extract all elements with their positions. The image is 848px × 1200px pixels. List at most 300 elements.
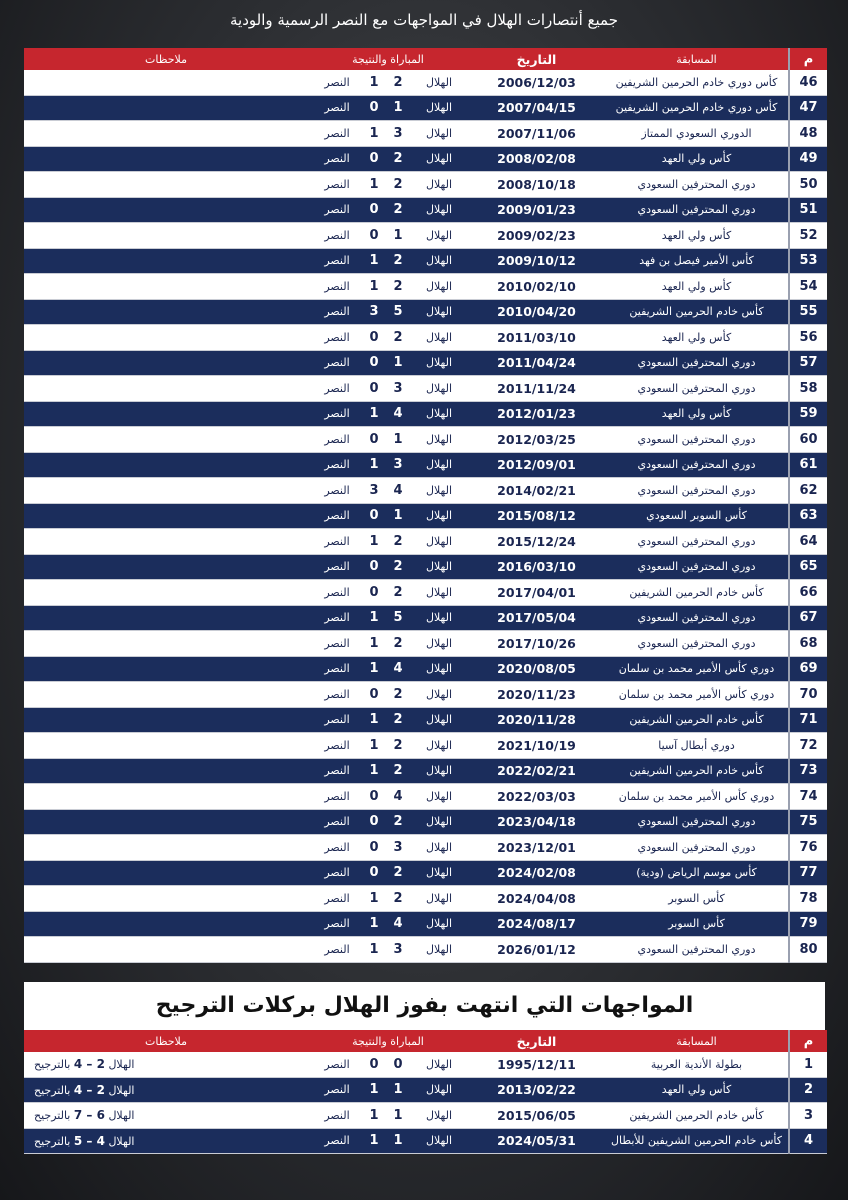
- match-result-cell: [308, 299, 468, 325]
- row-number: 60: [789, 427, 827, 453]
- date-cell: 2021/10/19: [468, 733, 605, 759]
- row-number: 55: [789, 299, 827, 325]
- match-result: [308, 376, 468, 401]
- notes-cell: [24, 1077, 308, 1103]
- table-row: [24, 784, 827, 810]
- away-team: النصر: [324, 356, 350, 370]
- home-team: الهلال: [425, 228, 453, 242]
- home-score: 2: [393, 559, 403, 575]
- row-number: 46: [789, 70, 827, 95]
- away-score: 1: [369, 890, 379, 906]
- row-number: 56: [789, 325, 827, 351]
- home-score: 3: [393, 941, 403, 957]
- home-score: 1: [393, 100, 403, 116]
- notes-cell: [24, 478, 308, 504]
- match-result: [308, 631, 468, 656]
- match-result: [308, 1078, 468, 1103]
- date-cell: 2007/11/06: [468, 121, 605, 147]
- date-cell: 2010/02/10: [468, 274, 605, 300]
- match-result: [308, 555, 468, 580]
- notes-cell: [24, 95, 308, 121]
- penalties-table-body: [24, 1052, 827, 1154]
- table-row: [24, 554, 827, 580]
- match-result: [308, 657, 468, 682]
- date-cell: 2008/10/18: [468, 172, 605, 198]
- table-row: [24, 758, 827, 784]
- match-result: [308, 453, 468, 478]
- competition-cell: كأس ولي العهد: [605, 325, 789, 351]
- competition-cell: دوري المحترفين السعودي: [605, 809, 789, 835]
- notes-cell: [24, 248, 308, 274]
- match-result-cell: [308, 172, 468, 198]
- away-team: النصر: [324, 483, 350, 497]
- date-cell: 2024/05/31: [468, 1128, 605, 1154]
- notes-cell: [24, 937, 308, 963]
- row-number: 74: [789, 784, 827, 810]
- table-row: [24, 580, 827, 606]
- home-score: 3: [393, 457, 403, 473]
- away-score: 0: [369, 559, 379, 575]
- away-score: 0: [369, 355, 379, 371]
- match-result: [308, 1052, 468, 1077]
- row-number: 75: [789, 809, 827, 835]
- match-result-cell: [308, 248, 468, 274]
- table-row: [24, 631, 827, 657]
- match-result-cell: [308, 554, 468, 580]
- note-team: الهلال: [108, 1109, 135, 1123]
- row-number: 73: [789, 758, 827, 784]
- match-result: [308, 121, 468, 146]
- match-result: [308, 682, 468, 707]
- match-result-cell: [308, 580, 468, 606]
- date-cell: 2017/10/26: [468, 631, 605, 657]
- table-row: [24, 350, 827, 376]
- row-number: 71: [789, 707, 827, 733]
- match-result-cell: [308, 452, 468, 478]
- match-result-cell: [308, 529, 468, 555]
- home-score: 1: [393, 431, 403, 447]
- away-score: 0: [369, 151, 379, 167]
- away-score: 1: [369, 406, 379, 422]
- home-team: الهلال: [425, 738, 453, 752]
- date-cell: 2007/04/15: [468, 95, 605, 121]
- away-score: 1: [369, 661, 379, 677]
- home-score: 2: [393, 712, 403, 728]
- home-team: الهلال: [425, 177, 453, 191]
- away-score: 1: [369, 635, 379, 651]
- home-team: الهلال: [425, 687, 453, 701]
- notes-cell: [24, 631, 308, 657]
- match-result: [308, 325, 468, 350]
- away-score: 1: [369, 941, 379, 957]
- note-suffix: بالترجيح: [34, 1134, 71, 1148]
- row-number: 54: [789, 274, 827, 300]
- table-row: [24, 223, 827, 249]
- match-result-cell: [308, 350, 468, 376]
- home-team: الهلال: [425, 356, 453, 370]
- wins-table-header: [24, 48, 827, 70]
- home-score: 0: [393, 1056, 403, 1072]
- match-result-cell: [308, 121, 468, 147]
- competition-cell: دوري المحترفين السعودي: [605, 631, 789, 657]
- competition-cell: دوري المحترفين السعودي: [605, 937, 789, 963]
- table-row: [24, 146, 827, 172]
- away-team: النصر: [324, 636, 350, 650]
- home-score: 2: [393, 635, 403, 651]
- away-score: 0: [369, 227, 379, 243]
- match-result-cell: [308, 401, 468, 427]
- match-result-cell: [308, 146, 468, 172]
- away-score: 0: [369, 686, 379, 702]
- competition-cell: دوري كأس الأمير محمد بن سلمان: [605, 656, 789, 682]
- notes-cell: [24, 121, 308, 147]
- away-team: النصر: [324, 713, 350, 727]
- row-number: 48: [789, 121, 827, 147]
- note-team: الهلال: [108, 1058, 135, 1072]
- table-row: [24, 937, 827, 963]
- home-score: 1: [393, 1133, 403, 1149]
- row-number: 61: [789, 452, 827, 478]
- match-result: [308, 912, 468, 937]
- table-row: [24, 707, 827, 733]
- table-row: [24, 1052, 827, 1077]
- date-cell: 2014/02/21: [468, 478, 605, 504]
- date-cell: 2011/11/24: [468, 376, 605, 402]
- match-result-cell: [308, 376, 468, 402]
- away-score: 0: [369, 202, 379, 218]
- away-team: النصر: [324, 177, 350, 191]
- table-row: [24, 427, 827, 453]
- row-number: 49: [789, 146, 827, 172]
- date-cell: 2015/06/05: [468, 1103, 605, 1129]
- row-number: 58: [789, 376, 827, 402]
- home-team: الهلال: [425, 534, 453, 548]
- competition-cell: كأس السوبر: [605, 911, 789, 937]
- competition-cell: كأس دوري خادم الحرمين الشريفين: [605, 70, 789, 95]
- match-result: [308, 810, 468, 835]
- date-cell: 1995/12/11: [468, 1052, 605, 1077]
- notes-cell: [24, 707, 308, 733]
- home-team: الهلال: [425, 458, 453, 472]
- competition-cell: كأس السوبر السعودي: [605, 503, 789, 529]
- competition-cell: دوري المحترفين السعودي: [605, 605, 789, 631]
- row-number: 62: [789, 478, 827, 504]
- home-team: الهلال: [425, 611, 453, 625]
- date-cell: 2023/12/01: [468, 835, 605, 861]
- away-score: 0: [369, 584, 379, 600]
- home-score: 1: [393, 1107, 403, 1123]
- table-row: [24, 70, 827, 95]
- away-score: 1: [369, 125, 379, 141]
- table-row: [24, 860, 827, 886]
- away-team: النصر: [324, 126, 350, 140]
- header-num: م: [789, 48, 827, 70]
- note-suffix: بالترجيح: [34, 1109, 71, 1123]
- away-score: 1: [369, 763, 379, 779]
- home-team: الهلال: [425, 840, 453, 854]
- home-score: 2: [393, 278, 403, 294]
- away-team: النصر: [324, 687, 350, 701]
- home-team: الهلال: [425, 254, 453, 268]
- competition-cell: كأس خادم الحرمين الشريفين: [605, 299, 789, 325]
- home-score: 2: [393, 686, 403, 702]
- match-result: [308, 504, 468, 529]
- date-cell: 2017/05/04: [468, 605, 605, 631]
- home-score: 2: [393, 814, 403, 830]
- away-score: 1: [369, 74, 379, 90]
- competition-cell: كأس خادم الحرمين الشريفين: [605, 1103, 789, 1129]
- away-score: 0: [369, 788, 379, 804]
- away-score: 1: [369, 1082, 379, 1098]
- date-cell: 2022/02/21: [468, 758, 605, 784]
- table-row: [24, 529, 827, 555]
- note-team: الهلال: [108, 1083, 135, 1097]
- date-cell: 2013/02/22: [468, 1077, 605, 1103]
- away-team: النصر: [324, 432, 350, 446]
- row-number: 63: [789, 503, 827, 529]
- notes-cell: [24, 1052, 308, 1077]
- away-team: النصر: [324, 840, 350, 854]
- home-team: الهلال: [425, 585, 453, 599]
- notes-cell: [24, 197, 308, 223]
- home-score: 2: [393, 533, 403, 549]
- table-row: [24, 656, 827, 682]
- match-result: [308, 886, 468, 911]
- row-number: 77: [789, 860, 827, 886]
- notes-cell: [24, 146, 308, 172]
- match-result: [308, 861, 468, 886]
- notes-cell: [24, 223, 308, 249]
- competition-cell: كأس خادم الحرمين الشريفين للأبطال: [605, 1128, 789, 1154]
- match-result: [308, 708, 468, 733]
- match-result-cell: [308, 733, 468, 759]
- home-team: الهلال: [425, 891, 453, 905]
- home-score: 2: [393, 329, 403, 345]
- table-row: [24, 886, 827, 912]
- match-result: [308, 1103, 468, 1128]
- wins-table-body: [24, 70, 827, 962]
- row-number: 69: [789, 656, 827, 682]
- home-team: الهلال: [425, 330, 453, 344]
- home-score: 2: [393, 202, 403, 218]
- date-cell: 2009/02/23: [468, 223, 605, 249]
- away-team: النصر: [324, 764, 350, 778]
- competition-cell: دوري كأس الأمير محمد بن سلمان: [605, 682, 789, 708]
- home-team: الهلال: [425, 815, 453, 829]
- away-score: 1: [369, 278, 379, 294]
- home-team: الهلال: [425, 75, 453, 89]
- match-result: [308, 937, 468, 962]
- competition-cell: كأس ولي العهد: [605, 223, 789, 249]
- note-score: 5 – 4: [73, 1133, 105, 1148]
- date-cell: 2020/11/28: [468, 707, 605, 733]
- notes-cell: [24, 1128, 308, 1154]
- away-score: 0: [369, 839, 379, 855]
- competition-cell: كأس السوبر: [605, 886, 789, 912]
- row-number: 72: [789, 733, 827, 759]
- away-team: النصر: [324, 789, 350, 803]
- competition-cell: دوري المحترفين السعودي: [605, 452, 789, 478]
- away-team: النصر: [324, 1057, 350, 1071]
- home-team: الهلال: [425, 279, 453, 293]
- header-competition: المسابقة: [605, 1030, 789, 1052]
- away-team: النصر: [324, 585, 350, 599]
- notes-cell: [24, 860, 308, 886]
- penalties-section-title: المواجهات التي انتهت بفوز الهلال بركلات الترجيح: [24, 982, 825, 1030]
- table-row: [24, 197, 827, 223]
- away-score: 0: [369, 508, 379, 524]
- home-team: الهلال: [425, 866, 453, 880]
- home-team: الهلال: [425, 1108, 453, 1122]
- table-row: [24, 503, 827, 529]
- date-cell: 2020/08/05: [468, 656, 605, 682]
- header-notes: ملاحظات: [24, 48, 308, 70]
- home-score: 2: [393, 584, 403, 600]
- competition-cell: كأس خادم الحرمين الشريفين: [605, 707, 789, 733]
- home-team: الهلال: [425, 203, 453, 217]
- row-number: 79: [789, 911, 827, 937]
- table-row: [24, 1128, 827, 1154]
- home-score: 4: [393, 788, 403, 804]
- date-cell: 2015/08/12: [468, 503, 605, 529]
- away-score: 0: [369, 1056, 379, 1072]
- notes-cell: [24, 911, 308, 937]
- table-row: [24, 911, 827, 937]
- competition-cell: دوري المحترفين السعودي: [605, 376, 789, 402]
- away-score: 1: [369, 916, 379, 932]
- row-number: 50: [789, 172, 827, 198]
- note-score: 4 – 2: [73, 1057, 105, 1072]
- notes-cell: [24, 682, 308, 708]
- home-score: 4: [393, 916, 403, 932]
- match-result-cell: [308, 707, 468, 733]
- notes-cell: [24, 172, 308, 198]
- date-cell: 2015/12/24: [468, 529, 605, 555]
- home-team: الهلال: [425, 636, 453, 650]
- match-result-cell: [308, 1077, 468, 1103]
- home-score: 2: [393, 737, 403, 753]
- header-date: التاريخ: [468, 1030, 605, 1052]
- row-number: 47: [789, 95, 827, 121]
- competition-cell: دوري المحترفين السعودي: [605, 350, 789, 376]
- competition-cell: الدوري السعودي الممتاز: [605, 121, 789, 147]
- wins-table: [24, 48, 827, 963]
- away-score: 0: [369, 431, 379, 447]
- match-result: [308, 1129, 468, 1154]
- away-team: النصر: [324, 152, 350, 166]
- notes-cell: [24, 605, 308, 631]
- home-team: الهلال: [425, 1083, 453, 1097]
- match-result-cell: [308, 809, 468, 835]
- competition-cell: كأس دوري خادم الحرمين الشريفين: [605, 95, 789, 121]
- away-score: 0: [369, 380, 379, 396]
- row-number: 78: [789, 886, 827, 912]
- note-suffix: بالترجيح: [34, 1083, 71, 1097]
- date-cell: 2012/01/23: [468, 401, 605, 427]
- away-score: 0: [369, 329, 379, 345]
- table-row: [24, 682, 827, 708]
- competition-cell: دوري المحترفين السعودي: [605, 172, 789, 198]
- away-score: 0: [369, 814, 379, 830]
- table-row: [24, 809, 827, 835]
- notes-cell: [24, 733, 308, 759]
- match-result-cell: [308, 95, 468, 121]
- competition-cell: كأس ولي العهد: [605, 401, 789, 427]
- table-row: [24, 1103, 827, 1129]
- away-score: 1: [369, 1133, 379, 1149]
- away-team: النصر: [324, 1134, 350, 1148]
- home-team: الهلال: [425, 407, 453, 421]
- away-team: النصر: [324, 279, 350, 293]
- row-number: 65: [789, 554, 827, 580]
- notes-cell: [24, 503, 308, 529]
- header-match: المباراة والنتيجة: [308, 48, 468, 70]
- row-number: 64: [789, 529, 827, 555]
- table-row: [24, 1077, 827, 1103]
- date-cell: 2009/10/12: [468, 248, 605, 274]
- match-result-cell: [308, 758, 468, 784]
- home-team: الهلال: [425, 432, 453, 446]
- home-team: الهلال: [425, 305, 453, 319]
- notes-cell: [24, 325, 308, 351]
- match-result-cell: [308, 503, 468, 529]
- home-score: 2: [393, 176, 403, 192]
- match-result-cell: [308, 274, 468, 300]
- penalties-table-header: [24, 1030, 827, 1052]
- away-team: النصر: [324, 738, 350, 752]
- table-row: [24, 376, 827, 402]
- date-cell: 2026/01/12: [468, 937, 605, 963]
- away-score: 1: [369, 533, 379, 549]
- match-result-cell: [308, 70, 468, 95]
- note-score: 4 – 2: [73, 1082, 105, 1097]
- date-cell: 2011/03/10: [468, 325, 605, 351]
- match-result-cell: [308, 197, 468, 223]
- away-team: النصر: [324, 305, 350, 319]
- notes-cell: [24, 758, 308, 784]
- home-score: 2: [393, 763, 403, 779]
- away-team: النصر: [324, 611, 350, 625]
- home-score: 2: [393, 253, 403, 269]
- match-result-cell: [308, 784, 468, 810]
- home-team: الهلال: [425, 1134, 453, 1148]
- notes-cell: [24, 350, 308, 376]
- competition-cell: كأس خادم الحرمين الشريفين: [605, 580, 789, 606]
- home-score: 3: [393, 380, 403, 396]
- notes-cell: [24, 401, 308, 427]
- home-score: 1: [393, 355, 403, 371]
- table-row: [24, 274, 827, 300]
- match-result: [308, 835, 468, 860]
- row-number: 80: [789, 937, 827, 963]
- date-cell: 2006/12/03: [468, 70, 605, 95]
- match-result-cell: [308, 427, 468, 453]
- row-number: 59: [789, 401, 827, 427]
- away-team: النصر: [324, 891, 350, 905]
- away-team: النصر: [324, 560, 350, 574]
- match-result: [308, 759, 468, 784]
- notes-cell: [24, 784, 308, 810]
- away-score: 1: [369, 610, 379, 626]
- home-team: الهلال: [425, 381, 453, 395]
- match-result: [308, 198, 468, 223]
- date-cell: 2008/02/08: [468, 146, 605, 172]
- match-result: [308, 478, 468, 503]
- row-number: 67: [789, 605, 827, 631]
- away-score: 1: [369, 712, 379, 728]
- notes-cell: [24, 656, 308, 682]
- notes-cell: [24, 580, 308, 606]
